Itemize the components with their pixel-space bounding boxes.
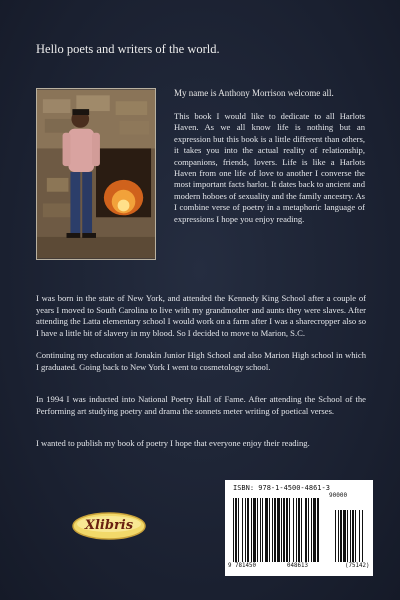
bio-paragraph: I wanted to publish my book of poetry I hope that everyone enjoy their reading. [36,438,310,448]
publisher-logo-text: Xlibris [84,518,134,533]
author-intro: My name is Anthony Morrison welcome all. [174,88,334,98]
publisher-logo [72,512,146,540]
barcode-bars [231,498,367,564]
barcode-digit: 781450 [235,563,256,569]
barcode-digit: 048613 [287,563,308,569]
isbn-barcode [225,480,373,576]
bio-paragraph: I was born in the state of New York, and attended the Kennedy King School after a couple of years I moved to South Carolina to live with my grandmother and aunts they were slaves. After attending the Latta elementary school I would work on a farm after I was a sharecropper also so I have a little bit of slavery in my blood. So I decided to move to Marion, S.C. [36,293,366,338]
bio-paragraph: Continuing my education at Jonakin Junior High School and also Marion High school in which I graduated. Going back to New York I went to cosmetology school. [36,350,366,372]
bio-paragraph: In 1994 I was inducted into National Poetry Hall of Fame. After attending the School of the Performing art studying poetry and drama the sonnets meter writing of poetical verses. [36,394,366,416]
author-photo [36,88,156,260]
dedication-paragraph: This book I would like to dedicate to all Harlots Haven. As we all know life is nothing but an expression but this book is a little different than others, it takes you into the actual reality of relationship, companions, friends, lovers. Life is like a Harlots Haven from one life of love to another I converse the most important facts harlot. It dates back to ancient and modern hoboes of sexuality and the family ancestry. As I combine verse of poetry in a metaphoric language of expressions I hope you enjoy reading. [174,111,365,224]
barcode-digit: 9 [228,563,232,569]
greeting-heading: Hello poets and writers of the world. [36,42,220,56]
barcode-digit: (75142) [345,563,370,569]
isbn-label: ISBN: 978-1-4500-4861-3 [233,484,330,492]
price-code: 90000 [329,492,348,499]
